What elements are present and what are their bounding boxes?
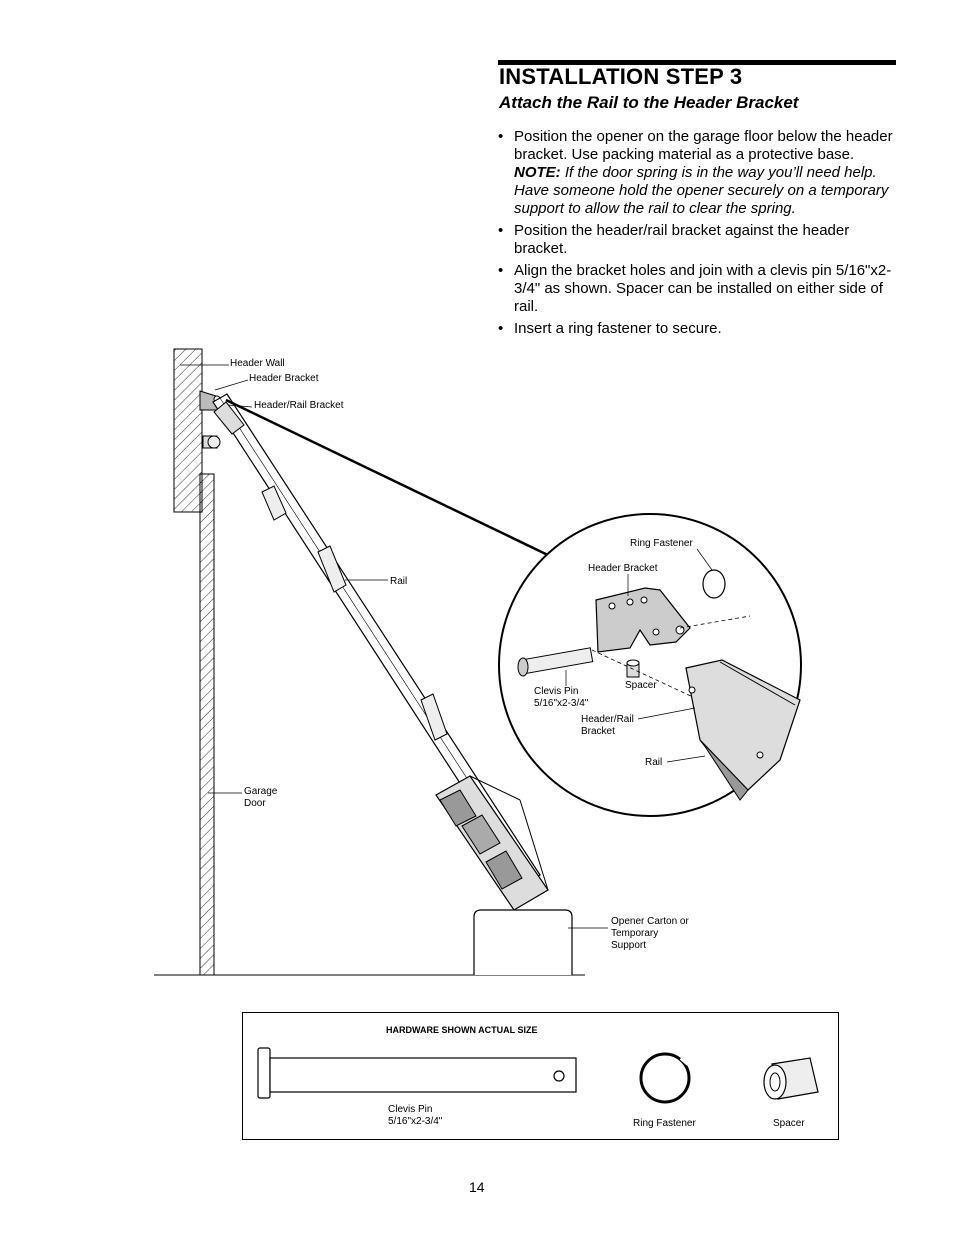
label-opener-support-line2: Temporary <box>611 928 659 939</box>
page-number: 14 <box>469 1179 485 1195</box>
detail-label-spacer: Spacer <box>625 680 657 691</box>
label-header-wall: Header Wall <box>230 358 285 369</box>
hardware-title: HARDWARE SHOWN ACTUAL SIZE <box>386 1025 538 1035</box>
detail-label-clevis-pin: Clevis Pin <box>534 686 579 697</box>
label-header-bracket: Header Bracket <box>249 373 319 384</box>
detail-label-ring-fastener: Ring Fastener <box>630 538 693 549</box>
door-roller-wheel <box>208 436 220 448</box>
hardware-label-spacer: Spacer <box>773 1118 805 1129</box>
hardware-panel <box>242 1012 839 1140</box>
garage-door <box>200 474 214 975</box>
label-rail: Rail <box>390 576 408 587</box>
opener-support <box>474 910 572 975</box>
detail-label-header-bracket: Header Bracket <box>588 563 658 574</box>
hardware-label-clevis-pin-size: 5/16"x2-3/4" <box>388 1116 443 1127</box>
page-title: INSTALLATION STEP 3 <box>499 64 743 89</box>
instruction-item: • Position the header/rail bracket against the header bracket. <box>498 222 850 257</box>
note-label: NOTE: <box>514 164 561 181</box>
header-wall <box>174 349 202 512</box>
hardware-label-ring-fastener: Ring Fastener <box>633 1118 696 1129</box>
page-subtitle: Attach the Rail to the Header Bracket <box>499 93 799 112</box>
instruction-item: • Insert a ring fastener to secure. <box>498 320 722 337</box>
instruction-text: Align the bracket holes and join with a clevis pin 5/16"x2-3/4" as shown. Spacer can be installed on either side of rail. <box>514 262 892 315</box>
label-garage-door: Garage <box>244 786 278 797</box>
instruction-text: Insert a ring fastener to secure. <box>514 320 722 337</box>
note-text: If the door spring is in the way you’ll need help. Have someone hold the opener securely on a temporary support to allow the rail to clear the spring. <box>514 164 889 217</box>
opener-motor <box>436 776 548 910</box>
detail-label-header-rail-bracket: Header/Rail <box>581 714 634 725</box>
detail-label-rail: Rail <box>645 757 663 768</box>
label-header-rail-bracket: Header/Rail Bracket <box>254 400 344 411</box>
instruction-item: • Position the opener on the garage floor below the header bracket. Use packing material as a protective base. NOTE: If the door spring is in the way you’ll need help. Have someone hold the opener securely on a temporary support to allow the rail to clear the spring. <box>498 128 893 217</box>
hardware-label-clevis-pin: Clevis Pin <box>388 1104 433 1115</box>
instruction-text: Position the opener on the garage floor below the header bracket. Use packing material as a protective base. <box>514 128 893 163</box>
label-garage-door-line2: Door <box>244 798 266 809</box>
detail-spacer <box>627 660 639 677</box>
instruction-item: • Align the bracket holes and join with a clevis pin 5/16"x2-3/4" as shown. Spacer can be installed on either side of rail. <box>498 262 892 315</box>
detail-label-clevis-pin-size: 5/16"x2-3/4" <box>534 698 589 709</box>
instruction-text: Position the header/rail bracket against the header bracket. <box>514 222 850 257</box>
detail-ring-fastener <box>703 570 725 598</box>
label-opener-support: Opener Carton or <box>611 916 689 927</box>
label-opener-support-line3: Support <box>611 940 647 951</box>
detail-label-header-rail-bracket-line2: Bracket <box>581 726 615 737</box>
